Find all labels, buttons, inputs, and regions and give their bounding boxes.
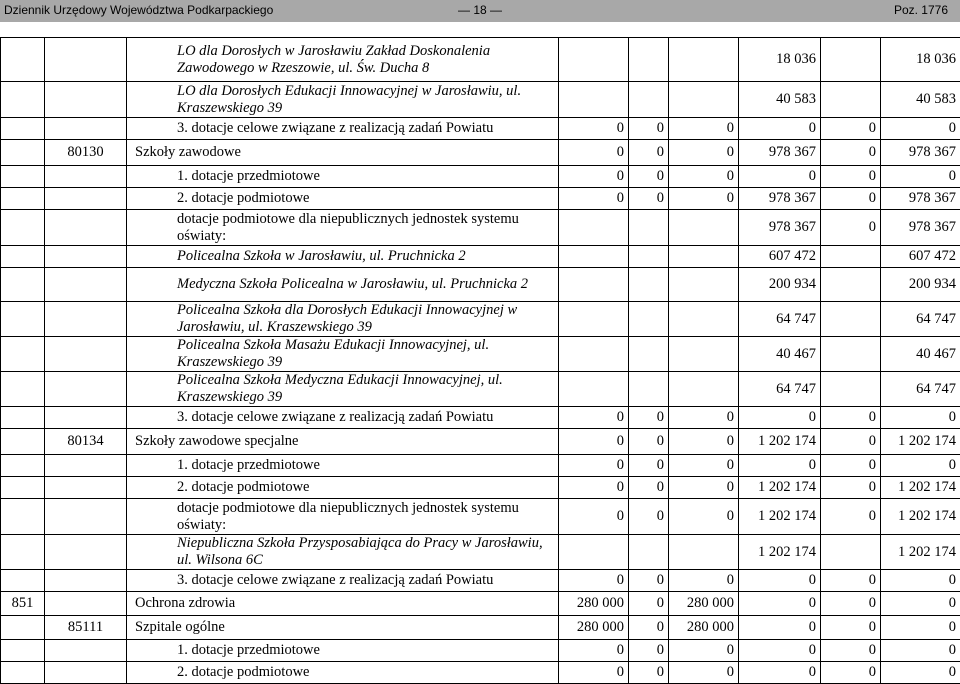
value-cell: 40 467: [881, 337, 960, 372]
table-row: [1, 82, 960, 118]
value-cell: 0: [669, 455, 739, 477]
division-cell: [1, 302, 45, 337]
division-code: 851: [1, 592, 45, 616]
value-cell: [669, 82, 739, 118]
value-cell: 0: [629, 499, 669, 535]
division-cell: [1, 82, 45, 118]
row-label: dotacje podmiotowe dla niepublicznych jednostek systemu oświaty:: [127, 499, 559, 535]
division-cell: [1, 407, 45, 429]
value-cell: 0: [669, 570, 739, 592]
value-cell: 0: [669, 499, 739, 535]
value-cell: 0: [739, 592, 821, 616]
value-cell: 0: [821, 499, 881, 535]
division-cell: [1, 535, 45, 570]
chapter-cell: [45, 477, 127, 499]
value-cell: 0: [629, 429, 669, 455]
value-cell: 200 934: [739, 268, 821, 302]
value-cell: 0: [629, 407, 669, 429]
row-label: 3. dotacje celowe związane z realizacją zadań Powiatu: [127, 570, 559, 592]
value-cell: 18 036: [739, 38, 821, 82]
division-cell: [1, 616, 45, 640]
value-cell: 1 202 174: [881, 535, 960, 570]
value-cell: 0: [629, 140, 669, 166]
table-row: [1, 38, 960, 82]
value-cell: 978 367: [739, 210, 821, 246]
value-cell: 18 036: [881, 38, 960, 82]
value-cell: 1 202 174: [739, 499, 821, 535]
value-cell: [821, 535, 881, 570]
value-cell: [669, 268, 739, 302]
chapter-cell: [45, 592, 127, 616]
value-cell: 0: [821, 570, 881, 592]
division-cell: [1, 372, 45, 407]
chapter-cell: [45, 372, 127, 407]
value-cell: 0: [821, 140, 881, 166]
value-cell: 0: [881, 118, 960, 140]
value-cell: [629, 82, 669, 118]
chapter-cell: [45, 246, 127, 268]
table-row: [1, 188, 960, 210]
chapter-cell: [45, 38, 127, 82]
value-cell: 64 747: [739, 372, 821, 407]
value-cell: 0: [669, 429, 739, 455]
value-cell: [821, 38, 881, 82]
value-cell: [669, 337, 739, 372]
value-cell: [559, 268, 629, 302]
value-cell: 0: [739, 616, 821, 640]
table-row: [1, 246, 960, 268]
table-row: [1, 140, 960, 166]
value-cell: [629, 535, 669, 570]
value-cell: 40 467: [739, 337, 821, 372]
value-cell: 40 583: [881, 82, 960, 118]
row-label: 2. dotacje podmiotowe: [127, 477, 559, 499]
value-cell: [559, 337, 629, 372]
value-cell: 1 202 174: [739, 429, 821, 455]
value-cell: 1 202 174: [739, 535, 821, 570]
value-cell: 0: [559, 477, 629, 499]
division-cell: [1, 640, 45, 662]
page-number: — 18 —: [0, 3, 960, 17]
value-cell: 0: [821, 616, 881, 640]
value-cell: [629, 246, 669, 268]
division-cell: [1, 140, 45, 166]
value-cell: 0: [669, 188, 739, 210]
division-cell: [1, 570, 45, 592]
chapter-cell: [45, 82, 127, 118]
value-cell: 0: [559, 570, 629, 592]
division-cell: [1, 38, 45, 82]
row-label: Policealna Szkoła w Jarosławiu, ul. Pruchnicka 2: [127, 246, 559, 268]
value-cell: 64 747: [881, 372, 960, 407]
value-cell: 0: [559, 455, 629, 477]
chapter-code: 80130: [45, 140, 127, 166]
row-label: Ochrona zdrowia: [127, 592, 559, 616]
value-cell: 0: [629, 166, 669, 188]
value-cell: 0: [559, 188, 629, 210]
value-cell: [669, 302, 739, 337]
value-cell: [559, 246, 629, 268]
row-label: Szkoły zawodowe specjalne: [127, 429, 559, 455]
value-cell: 280 000: [559, 616, 629, 640]
value-cell: 0: [629, 570, 669, 592]
row-label: 2. dotacje podmiotowe: [127, 662, 559, 684]
value-cell: 0: [739, 662, 821, 684]
value-cell: 978 367: [739, 188, 821, 210]
value-cell: 0: [881, 616, 960, 640]
value-cell: 280 000: [669, 616, 739, 640]
value-cell: [629, 210, 669, 246]
table-row: [1, 407, 960, 429]
row-label: Szpitale ogólne: [127, 616, 559, 640]
table-row: [1, 118, 960, 140]
row-label: 1. dotacje przedmiotowe: [127, 166, 559, 188]
chapter-cell: [45, 662, 127, 684]
value-cell: 1 202 174: [881, 429, 960, 455]
value-cell: 0: [629, 640, 669, 662]
value-cell: [821, 82, 881, 118]
chapter-code: 80134: [45, 429, 127, 455]
value-cell: [669, 210, 739, 246]
value-cell: 0: [739, 118, 821, 140]
value-cell: 0: [881, 640, 960, 662]
table-row: [1, 499, 960, 535]
table-row: [1, 640, 960, 662]
value-cell: 200 934: [881, 268, 960, 302]
division-cell: [1, 166, 45, 188]
value-cell: [821, 246, 881, 268]
table-row: [1, 616, 960, 640]
value-cell: [669, 372, 739, 407]
row-label: Medyczna Szkoła Policealna w Jarosławiu, ul. Pruchnicka 2: [127, 268, 559, 302]
value-cell: 280 000: [559, 592, 629, 616]
value-cell: [821, 302, 881, 337]
value-cell: 0: [881, 166, 960, 188]
value-cell: 0: [821, 662, 881, 684]
value-cell: 607 472: [739, 246, 821, 268]
value-cell: [821, 372, 881, 407]
value-cell: 607 472: [881, 246, 960, 268]
value-cell: 0: [821, 640, 881, 662]
value-cell: 0: [559, 662, 629, 684]
chapter-cell: [45, 570, 127, 592]
value-cell: 0: [629, 477, 669, 499]
value-cell: 0: [559, 118, 629, 140]
table-row: [1, 570, 960, 592]
value-cell: 0: [881, 407, 960, 429]
table-row: [1, 662, 960, 684]
value-cell: 0: [739, 640, 821, 662]
value-cell: 978 367: [739, 140, 821, 166]
value-cell: 0: [821, 429, 881, 455]
row-label: 2. dotacje podmiotowe: [127, 188, 559, 210]
table-row: [1, 372, 960, 407]
value-cell: 0: [881, 455, 960, 477]
division-cell: [1, 662, 45, 684]
row-label: 3. dotacje celowe związane z realizacją zadań Powiatu: [127, 407, 559, 429]
table-row: [1, 592, 960, 616]
value-cell: 0: [669, 118, 739, 140]
chapter-code: 85111: [45, 616, 127, 640]
division-cell: [1, 499, 45, 535]
value-cell: 0: [629, 616, 669, 640]
chapter-cell: [45, 535, 127, 570]
row-label: Policealna Szkoła dla Dorosłych Edukacji Innowacyjnej w Jarosławiu, ul. Kraszewskiego 39: [127, 302, 559, 337]
division-cell: [1, 188, 45, 210]
value-cell: 0: [669, 640, 739, 662]
table-row: [1, 302, 960, 337]
chapter-cell: [45, 455, 127, 477]
value-cell: 0: [629, 662, 669, 684]
value-cell: 0: [821, 118, 881, 140]
value-cell: [669, 38, 739, 82]
value-cell: 0: [669, 166, 739, 188]
page-header: [0, 0, 960, 22]
position-number: Poz. 1776: [894, 3, 948, 17]
value-cell: [821, 268, 881, 302]
row-label: LO dla Dorosłych w Jarosławiu Zakład Doskonalenia Zawodowego w Rzeszowie, ul. Św. Ducha 8: [127, 38, 559, 82]
table-row: [1, 337, 960, 372]
table-row: [1, 210, 960, 246]
chapter-cell: [45, 302, 127, 337]
value-cell: [629, 372, 669, 407]
value-cell: 0: [669, 407, 739, 429]
value-cell: 0: [629, 188, 669, 210]
value-cell: [559, 210, 629, 246]
value-cell: 0: [821, 188, 881, 210]
value-cell: 280 000: [669, 592, 739, 616]
journal-title: Dziennik Urzędowy Województwa Podkarpackiego: [4, 3, 273, 17]
value-cell: 0: [739, 407, 821, 429]
value-cell: 0: [881, 662, 960, 684]
value-cell: 0: [739, 455, 821, 477]
row-label: dotacje podmiotowe dla niepublicznych jednostek systemu oświaty:: [127, 210, 559, 246]
value-cell: [559, 535, 629, 570]
table-row: [1, 535, 960, 570]
value-cell: 1 202 174: [881, 477, 960, 499]
value-cell: [629, 337, 669, 372]
value-cell: 0: [669, 662, 739, 684]
chapter-cell: [45, 640, 127, 662]
division-cell: [1, 477, 45, 499]
value-cell: 0: [821, 166, 881, 188]
value-cell: [629, 268, 669, 302]
value-cell: 0: [821, 210, 881, 246]
value-cell: 40 583: [739, 82, 821, 118]
value-cell: 0: [821, 592, 881, 616]
budget-table: [0, 37, 960, 684]
value-cell: 0: [559, 407, 629, 429]
value-cell: 0: [881, 570, 960, 592]
row-label: Policealna Szkoła Medyczna Edukacji Innowacyjnej, ul. Kraszewskiego 39: [127, 372, 559, 407]
division-cell: [1, 210, 45, 246]
chapter-cell: [45, 188, 127, 210]
value-cell: 978 367: [881, 188, 960, 210]
value-cell: 0: [559, 429, 629, 455]
row-label: 1. dotacje przedmiotowe: [127, 640, 559, 662]
table-row: [1, 268, 960, 302]
value-cell: 1 202 174: [881, 499, 960, 535]
value-cell: 0: [739, 166, 821, 188]
row-label: Niepubliczna Szkoła Przysposabiająca do Pracy w Jarosławiu, ul. Wilsona 6C: [127, 535, 559, 570]
division-cell: [1, 268, 45, 302]
row-label: 1. dotacje przedmiotowe: [127, 455, 559, 477]
table-row: [1, 166, 960, 188]
value-cell: 0: [821, 455, 881, 477]
chapter-cell: [45, 407, 127, 429]
chapter-cell: [45, 499, 127, 535]
value-cell: 0: [559, 140, 629, 166]
value-cell: [821, 337, 881, 372]
value-cell: 64 747: [739, 302, 821, 337]
value-cell: 0: [821, 407, 881, 429]
table-row: [1, 455, 960, 477]
row-label: 3. dotacje celowe związane z realizacją zadań Powiatu: [127, 118, 559, 140]
value-cell: [559, 38, 629, 82]
value-cell: [629, 302, 669, 337]
value-cell: 0: [559, 499, 629, 535]
chapter-cell: [45, 210, 127, 246]
value-cell: 0: [669, 140, 739, 166]
value-cell: 978 367: [881, 210, 960, 246]
value-cell: [559, 302, 629, 337]
value-cell: 0: [739, 570, 821, 592]
value-cell: [559, 372, 629, 407]
value-cell: 64 747: [881, 302, 960, 337]
row-label: Szkoły zawodowe: [127, 140, 559, 166]
value-cell: [559, 82, 629, 118]
table-row: [1, 429, 960, 455]
table-row: [1, 477, 960, 499]
value-cell: 0: [669, 477, 739, 499]
value-cell: [629, 38, 669, 82]
division-cell: [1, 337, 45, 372]
value-cell: 0: [629, 118, 669, 140]
row-label: LO dla Dorosłych Edukacji Innowacyjnej w Jarosławiu, ul. Kraszewskiego 39: [127, 82, 559, 118]
division-cell: [1, 455, 45, 477]
value-cell: [669, 535, 739, 570]
value-cell: 0: [629, 455, 669, 477]
chapter-cell: [45, 337, 127, 372]
value-cell: 978 367: [881, 140, 960, 166]
value-cell: 1 202 174: [739, 477, 821, 499]
value-cell: [669, 246, 739, 268]
chapter-cell: [45, 166, 127, 188]
value-cell: 0: [559, 640, 629, 662]
chapter-cell: [45, 268, 127, 302]
row-label: Policealna Szkoła Masażu Edukacji Innowacyjnej, ul. Kraszewskiego 39: [127, 337, 559, 372]
value-cell: 0: [821, 477, 881, 499]
chapter-cell: [45, 118, 127, 140]
division-cell: [1, 118, 45, 140]
division-cell: [1, 246, 45, 268]
value-cell: 0: [881, 592, 960, 616]
value-cell: 0: [629, 592, 669, 616]
value-cell: 0: [559, 166, 629, 188]
division-cell: [1, 429, 45, 455]
